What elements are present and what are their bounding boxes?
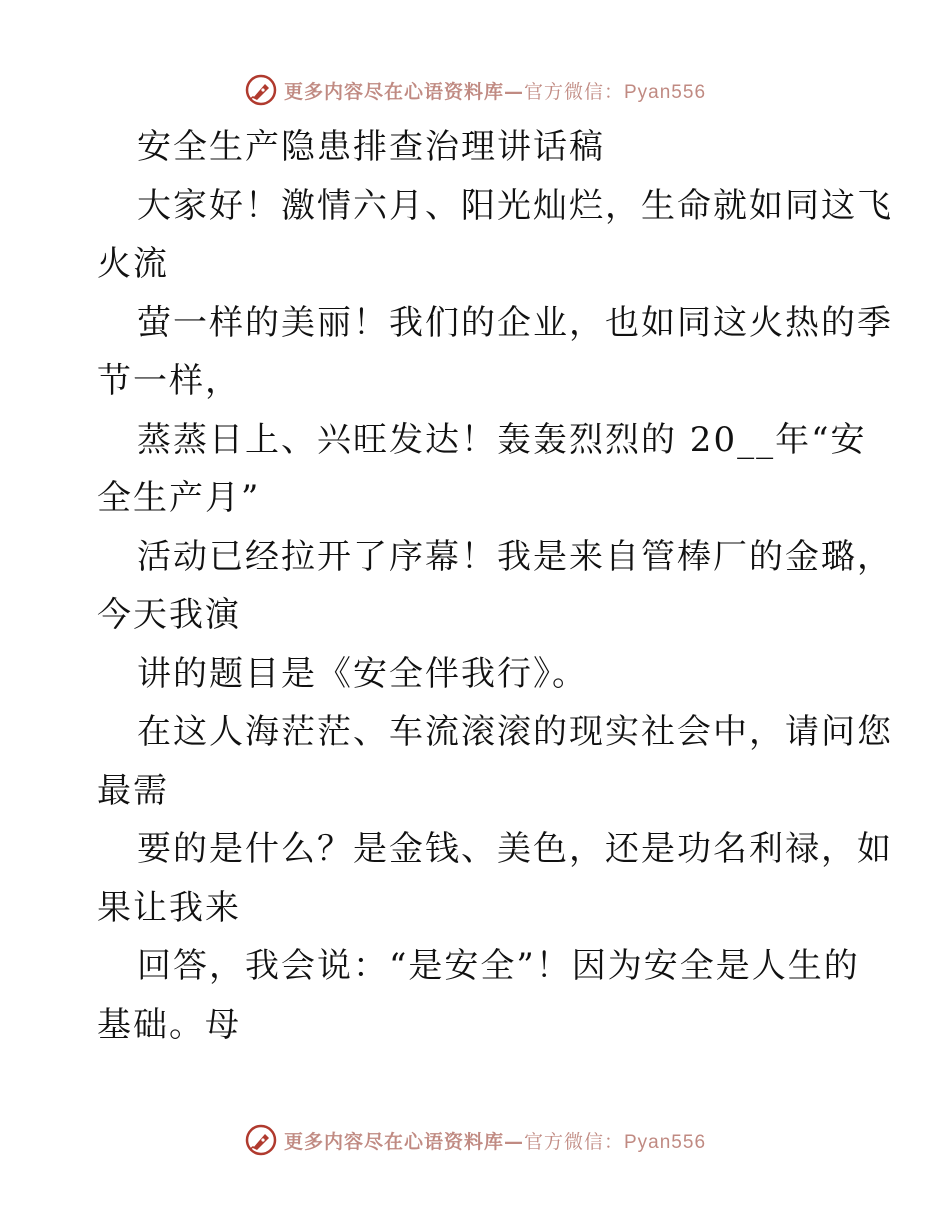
header-banner [0,70,950,110]
document-line: 大家好！激情六月、阳光灿烂，生命就如同这飞 [137,185,893,226]
document-line: 在这人海茫茫、车流滚滚的现实社会中，请问您 [137,712,893,752]
document-line: 萤一样的美丽！我们的企业，也如同这火热的季 [137,302,893,343]
document-line: 蒸蒸日上、兴旺发达！轰轰烈烈的 20__年“安 [137,419,867,460]
header-brand-text: 更多内容尽在心语资料库 [283,80,504,103]
document-title: 安全生产隐患排查治理讲话稿 [137,127,605,167]
footer-brand-text: 更多内容尽在心语资料库 [283,1130,504,1153]
document-line: 回答，我会说：“是安全”！因为安全是人生的 [137,946,860,986]
footer-wechat-text: 官方微信：Pyan556 [524,1131,707,1153]
document-line: 节一样， [97,361,241,401]
document-line: 活动已经拉开了序幕！我是来自管棒厂的金璐， [137,536,893,577]
footer-dash: — [504,1130,524,1153]
header-banner-inner [244,73,706,107]
document-body [97,118,893,1054]
document-line: 要的是什么？是金钱、美色，还是功名利禄，如 [137,829,893,869]
header-wechat-text: 官方微信：Pyan556 [524,81,707,103]
footer-banner-text [284,1127,706,1154]
pen-nib-logo-icon [244,1123,278,1157]
document-line: 讲的题目是《安全伴我行》。 [137,653,588,694]
footer-banner-inner [244,1123,706,1157]
footer-banner [0,1120,950,1160]
header-banner-text [284,77,706,104]
document-line: 最需 [97,770,169,811]
pen-nib-logo-icon [244,73,278,107]
document-line: 基础。母 [97,1004,241,1045]
document-line: 火流 [97,244,169,284]
document-line: 今天我演 [97,595,241,635]
header-dash: — [504,80,524,103]
document-line: 全生产月” [97,478,261,518]
document-line: 果让我来 [97,887,241,928]
